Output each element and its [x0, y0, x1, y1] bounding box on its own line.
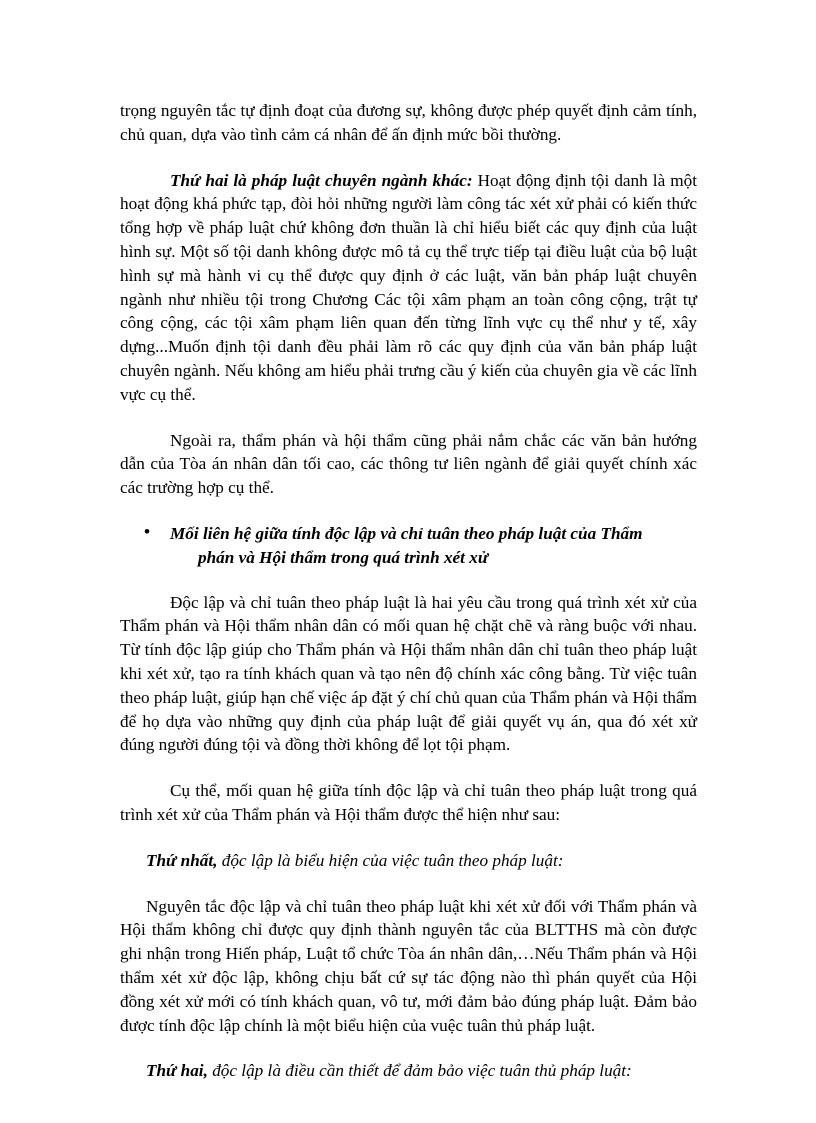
bullet-icon: •: [144, 521, 151, 541]
paragraph-6: [120, 849, 697, 873]
bullet-heading-text: [170, 522, 697, 570]
paragraph-2-lead: Thứ hai là pháp luật chuyên ngành khác:: [170, 170, 473, 190]
paragraph-7: Nguyên tắc độc lập và chỉ tuân theo pháp luật khi xét xử đối với Thẩm phán và Hội thẩm không chỉ được quy định thành nguyên tắc của BLTTHS mà còn được ghi nhận trong Hiến pháp, Luật tổ chức Tòa án nhân dân,…Nếu Thẩm phán và Hội thẩm xét xử độc lập, không chịu bất cứ sự tác động nào thì phán quyết của Hội đồng xét xử mới có tính khách quan, vô tư, mới đảm bảo đúng pháp luật. Đảm bảo được tính độc lập chính là một biểu hiện của vuệc tuân thủ pháp luật.: [120, 896, 697, 1035]
paragraph-2: [120, 169, 697, 407]
paragraph-8-body: độc lập là điều cần thiết để đảm bảo việc tuân thủ pháp luật:: [207, 1061, 632, 1081]
paragraph-6-lead: Thứ nhất,: [146, 850, 218, 870]
paragraph-8: [120, 1059, 697, 1083]
paragraph-8-lead: Thứ hai,: [146, 1061, 208, 1081]
paragraph-3: Ngoài ra, thẩm phán và hội thẩm cũng phải nắm chắc các văn bản hướng dẫn của Tòa án nhân dân tối cao, các thông tư liên ngành để giải quyết chính xác các trường hợp cụ thể.: [120, 430, 697, 498]
paragraph-2-body: Hoạt động định tội danh là một hoạt động khá phức tạp, đòi hỏi những người làm công tác xét xử phải có kiến thức tổng hợp về pháp luật chứ không đơn thuần là chỉ hiểu biết các quy định của luật hình sự. Một số tội danh không được mô tả cụ thể trực tiếp tại điều luật của bộ luật hình sự mà hành vi cụ thể được quy định ở các luật, văn bản pháp luật chuyên ngành như nhiều tội trong Chương Các tội xâm phạm an toàn công cộng, trật tự công cộng, các tội xâm phạm liên quan đến từng lĩnh vực cụ thể như y tế, xây dựng...Muốn định tội danh đều phải làm rõ các quy định của văn bản pháp luật chuyên ngành. Nếu không am hiểu phải trưng cầu ý kiến của chuyên gia về các lĩnh vực cụ thể.: [120, 170, 697, 404]
document-body: [120, 99, 697, 1083]
paragraph-5: Cụ thể, mối quan hệ giữa tính độc lập và chỉ tuân theo pháp luật trong quá trình xét xử của Thẩm phán và Hội thẩm được thể hiện như sau:: [120, 781, 697, 824]
bullet-heading-line-2: phán và Hội thẩm trong quá trình xét xử: [198, 547, 489, 567]
bullet-heading-line-1: Mối liên hệ giữa tính độc lập và chỉ tuân theo pháp luật của Thẩm: [170, 523, 643, 543]
paragraph-4: Độc lập và chỉ tuân theo pháp luật là hai yêu cầu trong quá trình xét xử của Thẩm phán và Hội thẩm nhân dân có mối quan hệ chặt chẽ và ràng buộc với nhau. Từ tính độc lập giúp cho Thẩm phán và Hội thẩm nhân dân chỉ tuân theo pháp luật khi xét xử, tạo ra tính khách quan và tạo nên độ chính xác công bằng. Từ việc tuân theo pháp luật, giúp hạn chế việc áp đặt ý chí chủ quan của Thẩm phán và Hội thẩm để họ dựa vào những quy định của pháp luật để giải quyết vụ án, qua đó xét xử đúng người đúng tội và đồng thời không để lọt tội phạm.: [120, 592, 697, 755]
paragraph-1: trọng nguyên tắc tự định đoạt của đương sự, không được phép quyết định cảm tính, chủ quan, dựa vào tình cảm cá nhân để ấn định mức bồi thường.: [120, 101, 697, 144]
paragraph-6-body: độc lập là biểu hiện của việc tuân theo pháp luật:: [217, 850, 564, 870]
bullet-heading: [120, 522, 697, 570]
